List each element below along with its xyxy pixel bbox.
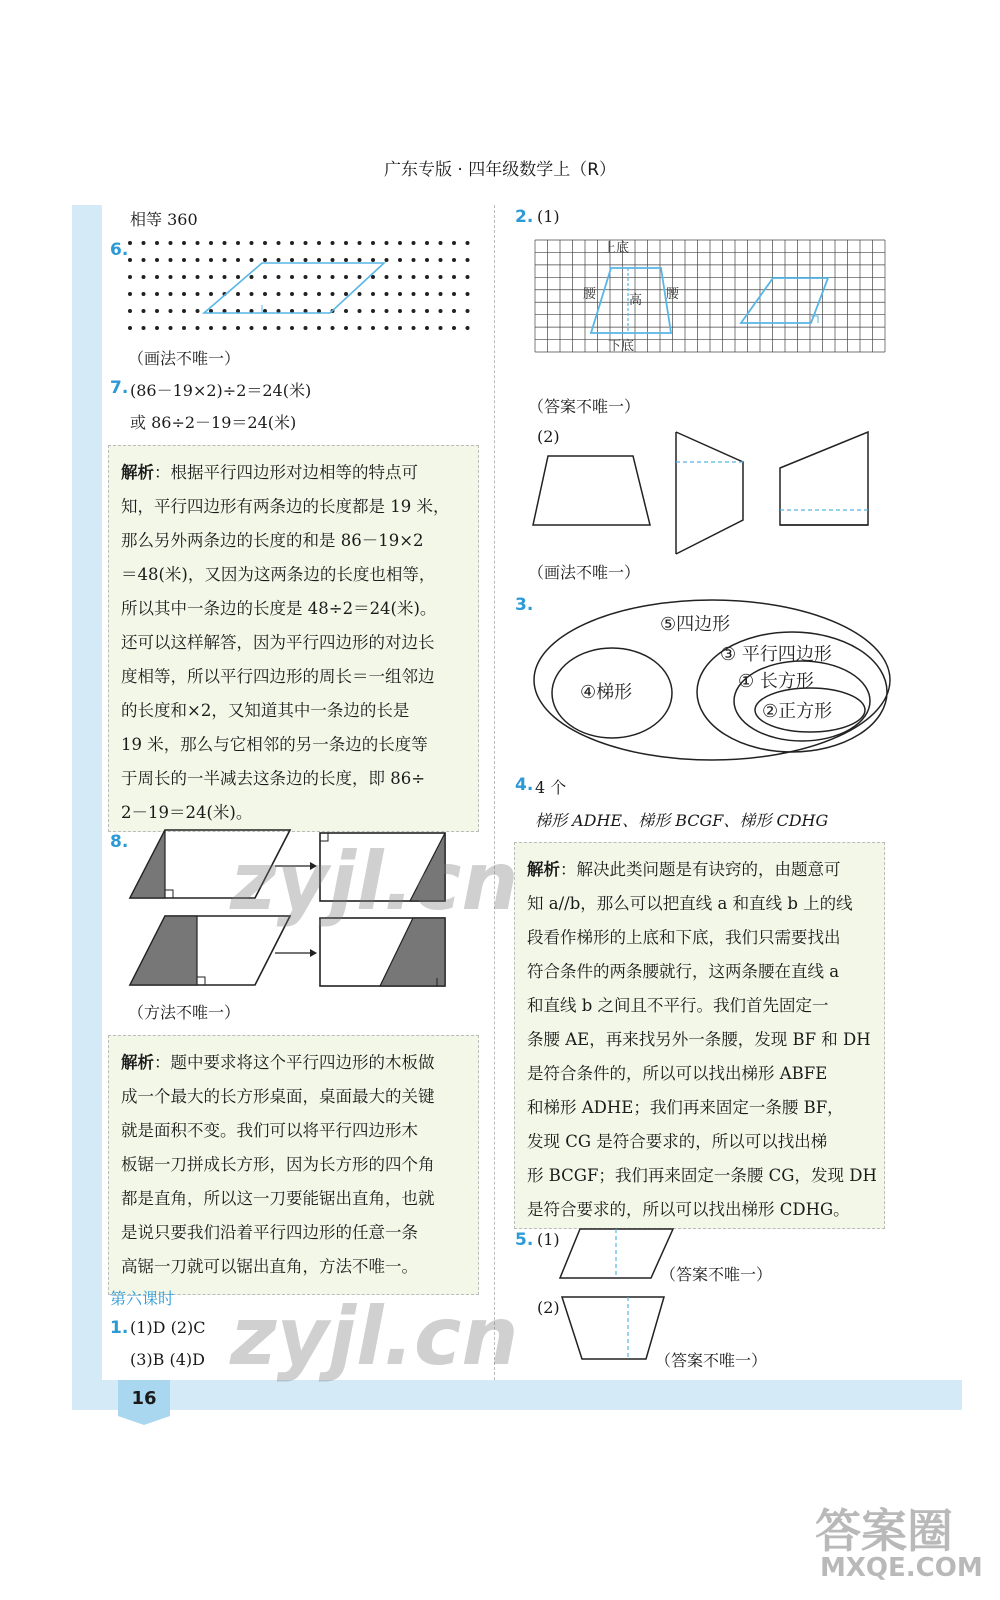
grid-dot bbox=[398, 258, 402, 262]
grid-dot bbox=[344, 258, 348, 262]
grid-dot bbox=[358, 275, 362, 279]
grid-dot bbox=[385, 326, 389, 330]
site-logo-url: MXQE.COM bbox=[820, 1553, 983, 1583]
grid-dot bbox=[209, 326, 213, 330]
grid-dot bbox=[196, 258, 200, 262]
label-quadrilateral: ⑤四边形 bbox=[660, 614, 731, 635]
grid-dot bbox=[304, 241, 308, 245]
grid-dot bbox=[412, 258, 416, 262]
grid-dot bbox=[317, 258, 321, 262]
grid-dot bbox=[412, 309, 416, 313]
grid-dot bbox=[209, 275, 213, 279]
grid-dot bbox=[128, 309, 132, 313]
grid-dot bbox=[452, 258, 456, 262]
grid-dot bbox=[155, 241, 159, 245]
grid-dot bbox=[371, 326, 375, 330]
grid-dot bbox=[182, 309, 186, 313]
grid-dot bbox=[169, 309, 173, 313]
q3-venn-diagram bbox=[530, 595, 895, 765]
grid-dot bbox=[155, 292, 159, 296]
grid-dot bbox=[196, 275, 200, 279]
grid-dot bbox=[128, 241, 132, 245]
grid-dot bbox=[398, 292, 402, 296]
grid-dot bbox=[439, 275, 443, 279]
label-left-leg: 腰 bbox=[583, 287, 597, 302]
q6-dot-grid bbox=[122, 235, 482, 345]
grid-dot bbox=[398, 241, 402, 245]
grid-dot bbox=[385, 258, 389, 262]
grid-dot bbox=[385, 309, 389, 313]
grid-dot bbox=[358, 309, 362, 313]
grid-dot bbox=[290, 241, 294, 245]
grid-dot bbox=[371, 292, 375, 296]
grid-dot bbox=[223, 275, 227, 279]
column-divider bbox=[494, 205, 495, 1380]
grid-dot bbox=[425, 258, 429, 262]
grid-dot bbox=[371, 309, 375, 313]
grid-dot bbox=[331, 292, 335, 296]
grid-dot bbox=[236, 275, 240, 279]
grid-dot bbox=[452, 326, 456, 330]
page-header: 广东专版 · 四年级数学上（R） bbox=[383, 160, 617, 180]
q4-number: 4. bbox=[515, 775, 534, 795]
grid-dot bbox=[371, 275, 375, 279]
grid-dot bbox=[290, 275, 294, 279]
grid-dot bbox=[439, 258, 443, 262]
q2-note2: （画法不唯一） bbox=[528, 563, 641, 582]
grid-dot bbox=[439, 326, 443, 330]
grid-dot bbox=[182, 258, 186, 262]
grid-dot bbox=[223, 241, 227, 245]
q2-number: 2. bbox=[515, 207, 534, 227]
left-band bbox=[72, 205, 102, 1380]
grid-dot bbox=[263, 241, 267, 245]
grid-dot bbox=[290, 326, 294, 330]
q5-number: 5. bbox=[515, 1230, 534, 1250]
grid-dot bbox=[290, 258, 294, 262]
explanation-label: 解析 bbox=[527, 860, 560, 879]
grid-dot bbox=[385, 241, 389, 245]
grid-dot bbox=[169, 326, 173, 330]
label-square: ②正方形 bbox=[762, 701, 833, 722]
grid-dot bbox=[439, 241, 443, 245]
grid-dot bbox=[385, 292, 389, 296]
grid-dot bbox=[142, 241, 146, 245]
grid-dot bbox=[263, 258, 267, 262]
grid-dot bbox=[425, 275, 429, 279]
watermark: zyjl.cn bbox=[230, 1290, 519, 1383]
grid-dot bbox=[425, 241, 429, 245]
q1-line1: (1)D (2)C bbox=[130, 1318, 206, 1337]
q2-trapezoids bbox=[528, 428, 888, 558]
grid-dot bbox=[250, 258, 254, 262]
q7-line2: 或 86÷2－19＝24(米) bbox=[130, 413, 297, 432]
grid-dot bbox=[142, 326, 146, 330]
grid-dot bbox=[169, 241, 173, 245]
grid-dot bbox=[317, 292, 321, 296]
grid-dot bbox=[250, 326, 254, 330]
grid-dot bbox=[250, 275, 254, 279]
grid-dot bbox=[439, 309, 443, 313]
explanation-label: 解析 bbox=[121, 463, 154, 482]
grid-dot bbox=[196, 326, 200, 330]
grid-dot bbox=[331, 241, 335, 245]
grid-dot bbox=[466, 326, 470, 330]
q2-note1: （答案不唯一） bbox=[528, 397, 641, 416]
grid-dot bbox=[236, 241, 240, 245]
explanation-label: 解析 bbox=[121, 1053, 154, 1072]
grid-dot bbox=[182, 292, 186, 296]
grid-dot bbox=[128, 275, 132, 279]
grid-dot bbox=[169, 275, 173, 279]
grid-dot bbox=[466, 309, 470, 313]
q7-explanation: 解析：根据平行四边形对边相等的特点可 知，平行四边形有两条边的长度都是 19 米， 那么另外两条边的长度的和是 86－19×2 ＝48(米)，又因为这两条边的长度也相等， 所以其中一条边的长度是 48÷2＝24(米)。 还可以这样解答，因为平行四边形的对边长 度相等，所以平行四边形的周长＝一组邻边 的长度和×2，又知道其中一条边的长是 19 米，那么与它相邻的另一条边的长度等 于周长的一半减去这条边的长度，即 86÷ 2－19＝24(米)。 bbox=[108, 445, 479, 832]
grid-dot bbox=[196, 309, 200, 313]
grid-dot bbox=[182, 241, 186, 245]
label-top-base: 上底 bbox=[603, 241, 630, 256]
grid-dot bbox=[209, 258, 213, 262]
q3-number: 3. bbox=[515, 595, 534, 615]
q5-part1: (1) bbox=[537, 1230, 560, 1249]
grid-dot bbox=[344, 275, 348, 279]
grid-dot bbox=[317, 326, 321, 330]
grid-dot bbox=[425, 292, 429, 296]
grid-dot bbox=[223, 258, 227, 262]
grid-dot bbox=[209, 292, 213, 296]
grid-dot bbox=[169, 292, 173, 296]
q5-trapezoid bbox=[558, 1293, 668, 1365]
q1-line2: (3)B (4)D bbox=[130, 1350, 205, 1369]
grid-dot bbox=[155, 326, 159, 330]
grid-dot bbox=[466, 275, 470, 279]
grid-dot bbox=[398, 275, 402, 279]
grid-dot bbox=[128, 326, 132, 330]
grid-dot bbox=[452, 275, 456, 279]
grid-dot bbox=[371, 241, 375, 245]
grid-dot bbox=[277, 292, 281, 296]
q1-number: 1. bbox=[110, 1318, 129, 1338]
grid-dot bbox=[155, 258, 159, 262]
q2-grid-diagram bbox=[533, 238, 888, 358]
grid-dot bbox=[466, 292, 470, 296]
grid-dot bbox=[263, 326, 267, 330]
grid-dot bbox=[142, 275, 146, 279]
label-right-leg: 腰 bbox=[666, 287, 680, 302]
grid-dot bbox=[452, 292, 456, 296]
grid-dot bbox=[452, 241, 456, 245]
grid-dot bbox=[196, 241, 200, 245]
page-number: 16 bbox=[131, 1388, 157, 1409]
grid-dot bbox=[250, 241, 254, 245]
grid-dot bbox=[223, 326, 227, 330]
label-rectangle: ① 长方形 bbox=[738, 671, 814, 692]
grid-dot bbox=[439, 292, 443, 296]
q2-part1: (1) bbox=[537, 207, 560, 226]
grid-dot bbox=[155, 309, 159, 313]
grid-dot bbox=[412, 275, 416, 279]
grid-dot bbox=[196, 292, 200, 296]
grid-dot bbox=[304, 258, 308, 262]
grid-dot bbox=[250, 292, 254, 296]
grid-dot bbox=[412, 326, 416, 330]
grid-dot bbox=[277, 258, 281, 262]
q7-number: 7. bbox=[110, 378, 129, 398]
grid-dot bbox=[128, 258, 132, 262]
grid-dot bbox=[236, 326, 240, 330]
grid-dot bbox=[142, 309, 146, 313]
grid-dot bbox=[304, 326, 308, 330]
grid-dot bbox=[169, 258, 173, 262]
grid-dot bbox=[317, 275, 321, 279]
grid-dot bbox=[182, 326, 186, 330]
grid-dot bbox=[398, 326, 402, 330]
grid-dot bbox=[304, 292, 308, 296]
grid-dot bbox=[344, 292, 348, 296]
grid-dot bbox=[277, 275, 281, 279]
q4-count: 4 个 bbox=[535, 778, 567, 797]
grid-dot bbox=[155, 275, 159, 279]
q4-list: 梯形 ADHE、梯形 BCGF、梯形 CDHG bbox=[535, 811, 829, 830]
label-trapezoid: ④梯形 bbox=[580, 682, 633, 703]
q2-part2: (2) bbox=[537, 427, 560, 446]
grid-dot bbox=[452, 309, 456, 313]
grid-dot bbox=[358, 326, 362, 330]
section-title: 第六课时 bbox=[110, 1289, 175, 1308]
grid-dot bbox=[236, 258, 240, 262]
grid-dot bbox=[344, 241, 348, 245]
top-answer: 相等 360 bbox=[130, 210, 198, 229]
grid-dot bbox=[344, 309, 348, 313]
grid-dot bbox=[385, 275, 389, 279]
grid-dot bbox=[412, 241, 416, 245]
q8-number: 8. bbox=[110, 832, 129, 852]
grid-dot bbox=[128, 292, 132, 296]
grid-dot bbox=[331, 275, 335, 279]
q4-explanation: 解析：解决此类问题是有诀窍的，由题意可 知 a//b，那么可以把直线 a 和直线 b 上的线 段看作梯形的上底和下底，我们只需要找出 符合条件的两条腰就行，这两条腰在直线 a 和直线 b 之间且不平行。我们首先固定一 条腰 AE，再来找另外一条腰，发现 BF 和 DH 是符合条件的，所以可以找出梯形 ABFE 和梯形 ADHE；我们再来固定一条腰 BF， 发现 CG 是符合要求的，所以可以找出梯 形 BCGF；我们再来固定一条腰 CG，发现 DH 是符合要求的，所以可以找出梯形 CDHG。 bbox=[514, 842, 885, 1229]
q5-note2: （答案不唯一） bbox=[655, 1351, 768, 1370]
watermark: zyjl.cn bbox=[230, 835, 519, 928]
grid-dot bbox=[358, 292, 362, 296]
grid-dot bbox=[371, 258, 375, 262]
grid-dot bbox=[236, 292, 240, 296]
label-parallelogram: ③ 平行四边形 bbox=[720, 644, 832, 665]
bottom-band bbox=[72, 1380, 962, 1410]
grid-dot bbox=[142, 258, 146, 262]
grid-dot bbox=[304, 275, 308, 279]
label-bottom-base: 下底 bbox=[608, 339, 635, 354]
grid-dot bbox=[182, 275, 186, 279]
grid-dot bbox=[142, 292, 146, 296]
label-height: 高 bbox=[629, 293, 643, 308]
grid-dot bbox=[290, 292, 294, 296]
q8-explanation: 解析：题中要求将这个平行四边形的木板做 成一个最大的长方形桌面，桌面最大的关键 就是面积不变。我们可以将平行四边形木 板锯一刀拼成长方形，因为长方形的四个角 都是直角，所以这一刀要能锯出直角，也就 是说只要我们沿着平行四边形的任意一条 高锯一刀就可以锯出直角，方法不唯一。 bbox=[108, 1035, 479, 1295]
grid-dot bbox=[412, 292, 416, 296]
grid-dot bbox=[344, 326, 348, 330]
q6-note: （画法不唯一） bbox=[128, 349, 241, 368]
grid-dot bbox=[263, 292, 267, 296]
q5-note1: （答案不唯一） bbox=[660, 1265, 773, 1284]
grid-dot bbox=[425, 309, 429, 313]
grid-dot bbox=[466, 241, 470, 245]
q7-line1: (86－19×2)÷2＝24(米) bbox=[130, 381, 312, 400]
grid-dot bbox=[263, 275, 267, 279]
q8-note: （方法不唯一） bbox=[128, 1003, 241, 1022]
grid-dot bbox=[277, 241, 281, 245]
grid-dot bbox=[317, 241, 321, 245]
grid-dot bbox=[466, 258, 470, 262]
grid-dot bbox=[209, 241, 213, 245]
site-logo: 答案圈 bbox=[815, 1504, 953, 1558]
grid-dot bbox=[331, 258, 335, 262]
grid-dot bbox=[425, 326, 429, 330]
grid-dot bbox=[358, 241, 362, 245]
grid-dot bbox=[398, 309, 402, 313]
grid-dot bbox=[277, 326, 281, 330]
q6-number: 6. bbox=[110, 240, 129, 260]
grid-dot bbox=[358, 258, 362, 262]
q5-part2: (2) bbox=[537, 1298, 560, 1317]
grid-dot bbox=[331, 326, 335, 330]
